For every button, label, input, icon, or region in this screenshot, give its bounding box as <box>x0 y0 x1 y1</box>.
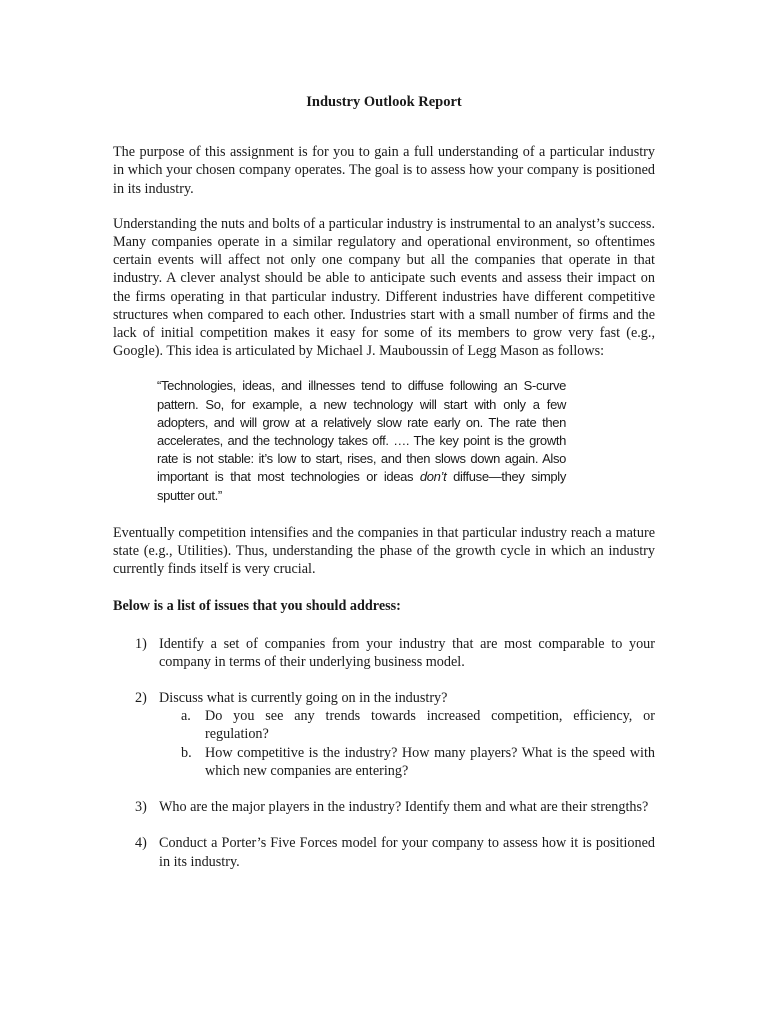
sub-list-letter: b. <box>181 744 192 761</box>
list-item-text: Conduct a Porter’s Five Forces model for your company to assess how it is positioned in its industry. <box>159 835 655 870</box>
block-quote <box>157 377 566 504</box>
quote-text: “Technologies, ideas, and illnesses tend to diffuse following an S-curve pattern. So, for example, a new technology will start with only a few adopters, and will grow at a relatively slow rate early on. The rate then accelerates, and the technology takes off. …. The key point is the growth rate is not stable: it’s low to start, rises, and then slows down again. Also important is that most technologies or ideas <box>157 378 566 485</box>
quote-emphasis: don’t <box>419 469 447 485</box>
list-item-number: 2) <box>135 690 147 707</box>
closing-paragraph: Eventually competition intensifies and the companies in that particular industry reach a mature state (e.g., Utilities). Thus, understanding the phase of the growth cycle in which an industry currently finds itself is very crucial. <box>113 524 655 578</box>
document-page <box>113 93 655 889</box>
list-item <box>113 689 655 780</box>
issues-heading: Below is a list of issues that you should address: <box>113 598 401 615</box>
quote-text-end: diffuse—they simply sputter out.” <box>157 469 566 503</box>
sub-list-text: How competitive is the industry? How many players? What is the speed with which new companies are entering? <box>205 744 655 779</box>
list-item-number: 1) <box>135 635 147 652</box>
sub-list-text: Do you see any trends towards increased competition, efficiency, or regulation? <box>205 708 655 743</box>
list-item-number: 3) <box>135 799 147 816</box>
list-item-text: Identify a set of companies from your industry that are most comparable to your company in terms of their underlying business model. <box>159 635 655 670</box>
sub-list-item <box>159 707 655 743</box>
body-paragraph: Understanding the nuts and bolts of a particular industry is instrumental to an analyst’s success. Many companies operate in a similar regulatory and operational environment, so oftentimes certain events will affect not only one company but all the companies that operate in that industry. A clever analyst should be able to anticipate such events and assess their impact on the firms operating in that particular industry. Different industries have different competitive structures when compared to each other. Industries start with a small number of firms and the lack of initial competition makes it easy for some of its members to grow very fast (e.g., Google). This idea is articulated by Michael J. Mauboussin of Legg Mason as follows: <box>113 215 655 360</box>
list-item-number: 4) <box>135 835 147 852</box>
sub-list-letter: a. <box>181 708 191 725</box>
list-item <box>113 798 655 816</box>
intro-paragraph: The purpose of this assignment is for you to gain a full understanding of a particular industry in which your chosen company operates. The goal is to assess how your company is positioned in its industry. <box>113 144 655 197</box>
sub-list <box>159 707 655 780</box>
issues-list <box>113 635 655 871</box>
list-item <box>113 834 655 870</box>
list-item-body <box>159 689 655 780</box>
sub-list-item <box>159 744 655 780</box>
list-item <box>113 635 655 671</box>
document-title: Industry Outlook Report <box>306 94 462 110</box>
list-item-text: Discuss what is currently going on in the industry? <box>159 690 448 707</box>
list-item-text: Who are the major players in the industry? Identify them and what are their strengths? <box>159 799 649 816</box>
